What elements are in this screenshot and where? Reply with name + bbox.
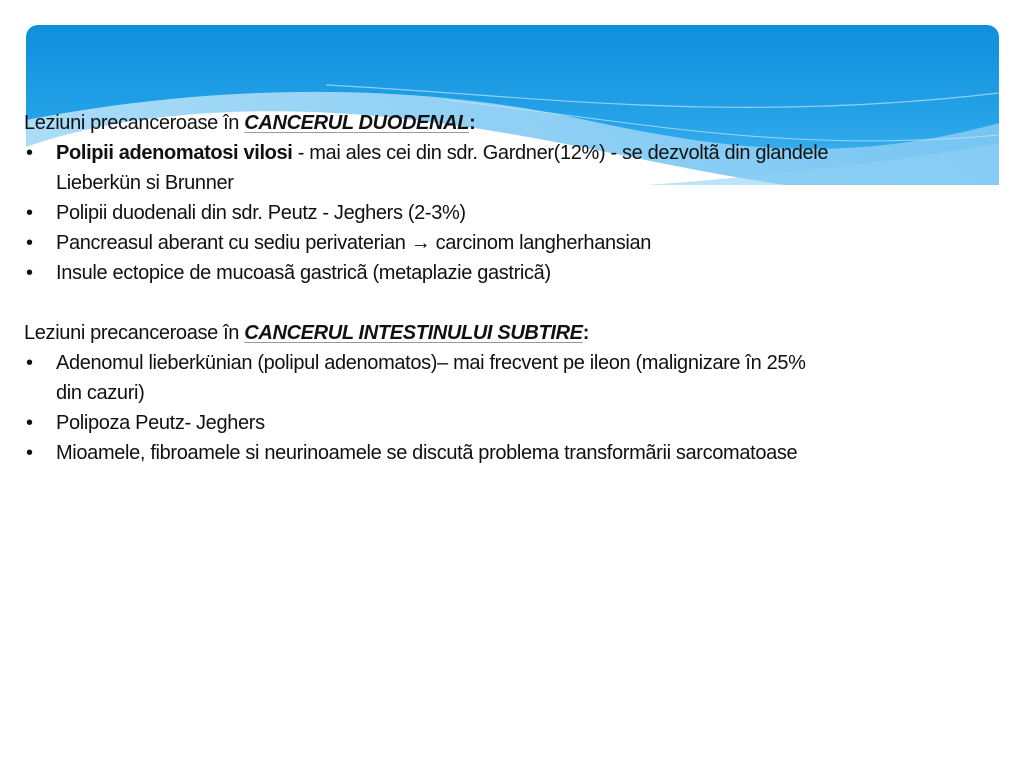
list-item	[24, 258, 1024, 288]
list-item	[24, 138, 1024, 168]
slide-body	[24, 108, 1024, 468]
bullet-icon: •	[26, 442, 33, 464]
section-spacer	[24, 288, 1024, 318]
item-text: - mai ales cei din sdr. Gardner(12%) - se dezvoltã din glandele	[292, 142, 829, 164]
bullet-icon: •	[26, 232, 33, 254]
list-item-continuation	[24, 378, 1024, 408]
heading-prefix: Leziuni precanceroase în	[24, 322, 245, 344]
bullet-icon: •	[26, 202, 33, 224]
heading-colon: :	[469, 112, 476, 134]
section-heading-duodenal	[24, 108, 1024, 138]
heading-emphasis: CANCERUL DUODENAL	[244, 112, 470, 134]
item-bold-term: Polipii adenomatosi vilosi	[56, 142, 293, 164]
item-text: Adenomul lieberkünian (polipul adenomatos)– mai frecvent pe ileon (malignizare în 25%	[56, 352, 806, 374]
list-item	[24, 228, 1024, 258]
bullet-icon: •	[26, 412, 33, 434]
item-text: Mioamele, fibroamele si neurinoamele se discutã problema transformãrii sarcomatoase	[56, 442, 798, 464]
section-heading-intestin	[24, 318, 1024, 348]
item-text: Insule ectopice de mucoasã gastricã (metaplazie gastricã)	[56, 262, 551, 284]
list-item	[24, 198, 1024, 228]
item-text: Lieberkün si Brunner	[56, 172, 234, 194]
bullet-icon: •	[26, 262, 33, 284]
heading-prefix: Leziuni precanceroase în	[24, 112, 245, 134]
heading-emphasis: CANCERUL INTESTINULUI SUBTIRE	[244, 322, 583, 344]
list-item	[24, 348, 1024, 378]
list-item	[24, 408, 1024, 438]
bullet-icon: •	[26, 352, 33, 374]
list-item	[24, 438, 1024, 468]
item-text: din cazuri)	[56, 382, 145, 404]
bullet-icon: •	[26, 142, 33, 164]
item-text: Polipoza Peutz- Jeghers	[56, 412, 265, 434]
item-text: Pancreasul aberant cu sediu perivaterian → carcinom langherhansian	[56, 232, 652, 254]
item-text: Polipii duodenali din sdr. Peutz - Jeghers (2-3%)	[56, 202, 466, 224]
heading-colon: :	[582, 322, 589, 344]
list-item-continuation	[24, 168, 1024, 198]
